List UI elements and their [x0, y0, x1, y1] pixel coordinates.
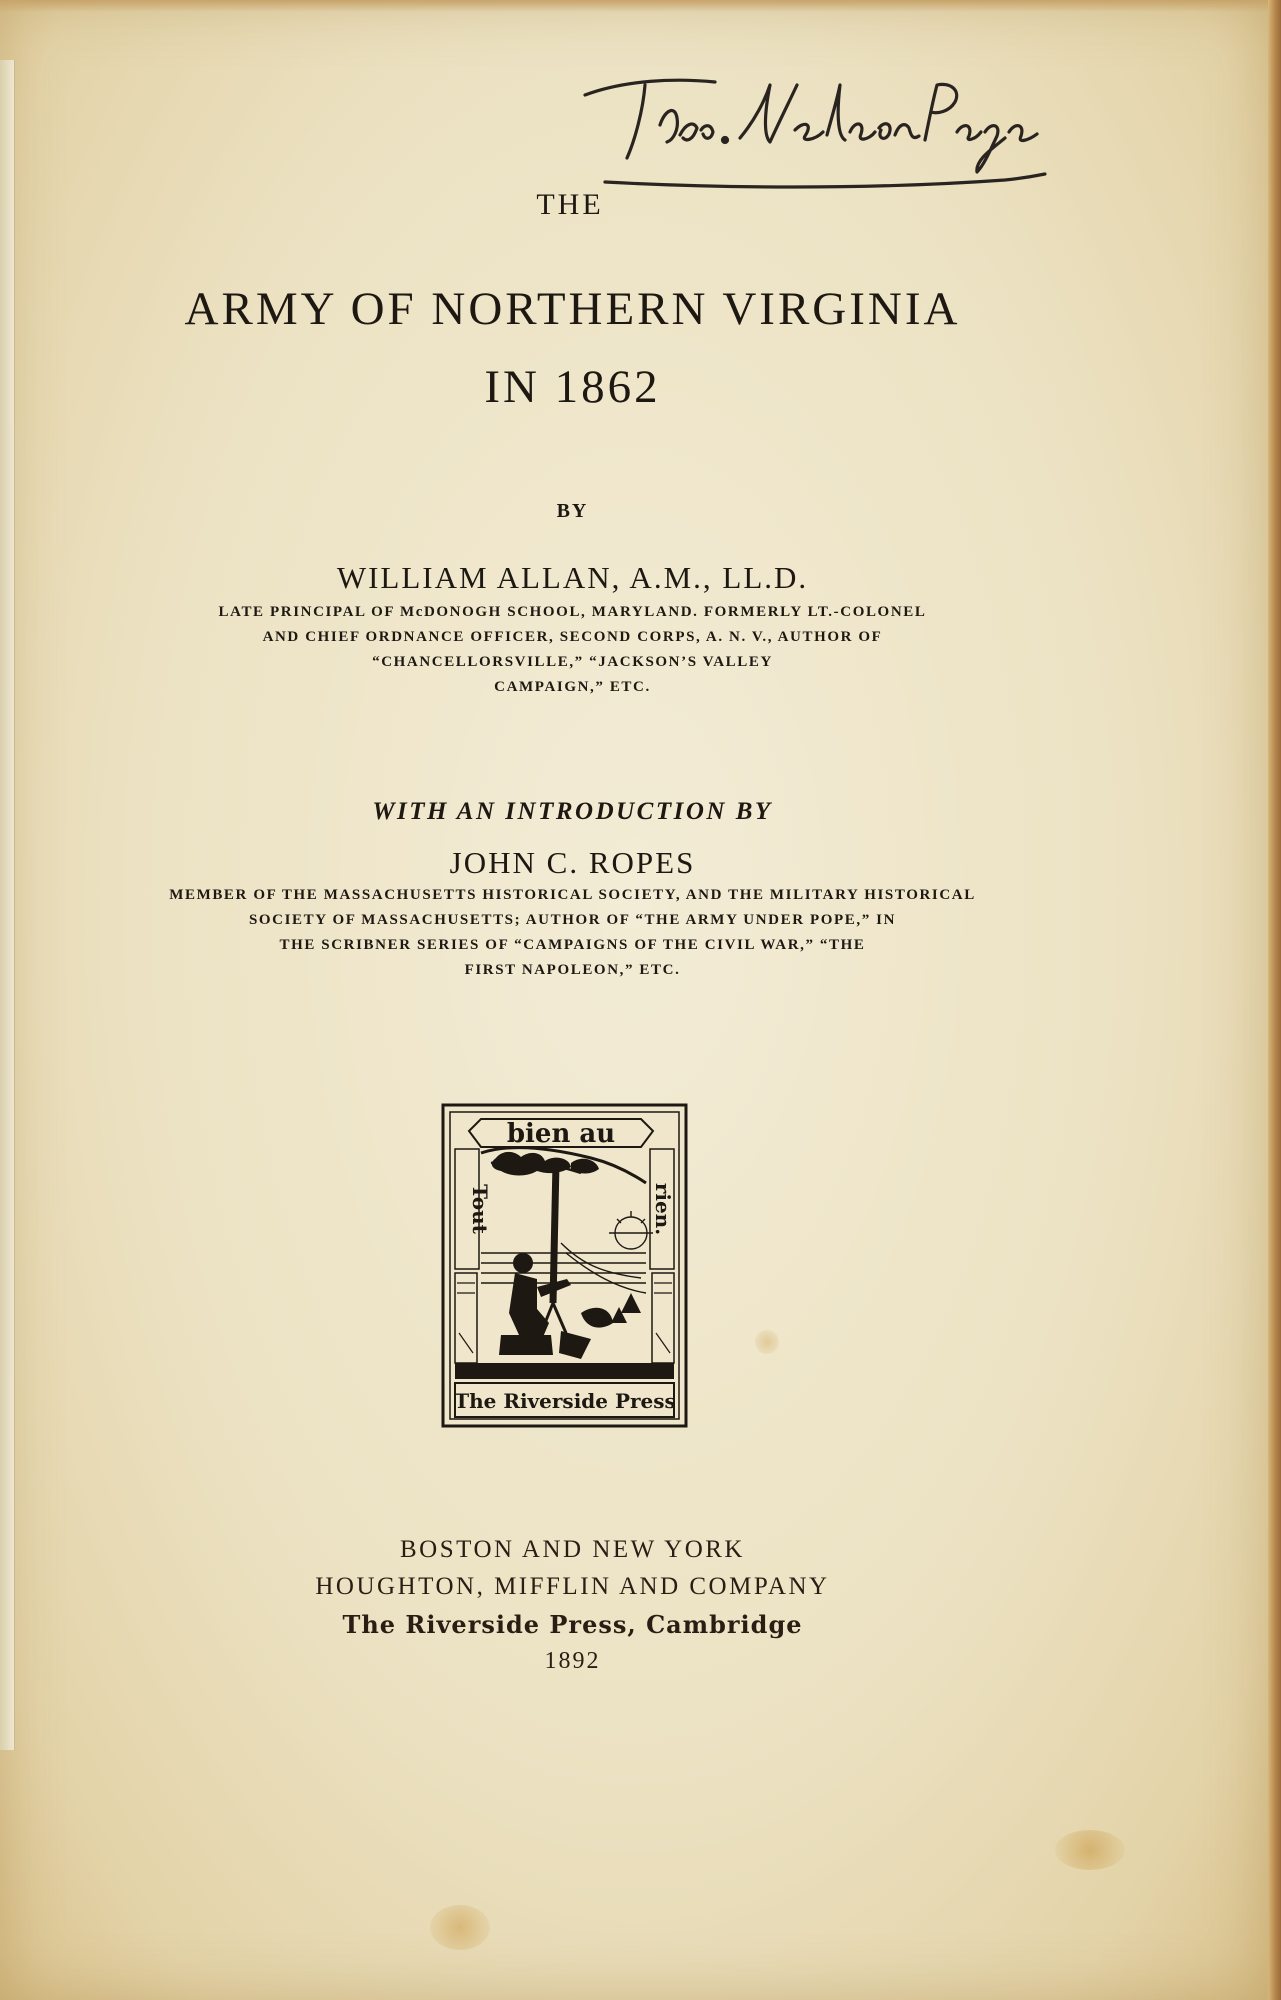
imprint-press: The Riverside Press, Cambridge [342, 1610, 803, 1639]
introducer-name: JOHN C. ROPES [449, 845, 696, 880]
author-description-line: LATE PRINCIPAL OF McDONOGH SCHOOL, MARYLAND. FORMERLY LT.-COLONEL [218, 604, 927, 620]
introducer-description-line: FIRST NAPOLEON,” ETC. [464, 962, 681, 978]
imprint-place: BOSTON AND NEW YORK [400, 1536, 745, 1563]
author-description-line: “CHANCELLORSVILLE,” “JACKSON’S VALLEY [372, 654, 773, 670]
book-title-line-1: ARMY OF NORTHERN VIRGINIA [184, 283, 961, 335]
handwritten-signature [565, 40, 1085, 200]
foxing-stain [755, 1330, 779, 1354]
author-description-line: AND CHIEF ORDNANCE OFFICER, SECOND CORPS, A. N. V., AUTHOR OF [262, 629, 883, 645]
foxing-stain [430, 1905, 490, 1950]
right-page-edge [1268, 0, 1281, 2000]
title-prefix: THE [536, 188, 604, 221]
foxing-stain [1055, 1830, 1125, 1870]
imprint-year: 1892 [544, 1648, 601, 1674]
introducer-description-line: MEMBER OF THE MASSACHUSETTS HISTORICAL SOCIETY, AND THE MILITARY HISTORICAL [169, 887, 976, 903]
emblem-left-text: Tout [468, 1184, 492, 1234]
by-label: BY [556, 500, 589, 522]
riverside-press-emblem [441, 1103, 688, 1428]
author-description-line: CAMPAIGN,” ETC. [494, 679, 651, 695]
imprint-publisher: HOUGHTON, MIFFLIN AND COMPANY [315, 1573, 830, 1600]
emblem-right-text: rien. [651, 1182, 675, 1236]
book-title-line-2: IN 1862 [484, 361, 661, 413]
emblem-footer-text: The Riverside Press [454, 1389, 676, 1413]
introducer-description-line: THE SCRIBNER SERIES OF “CAMPAIGNS OF THE CIVIL WAR,” “THE [279, 937, 866, 953]
page-top-edge [0, 0, 1268, 12]
emblem-banner-text: bien au [506, 1119, 616, 1149]
introducer-description-line: SOCIETY OF MASSACHUSETTS; AUTHOR OF “THE ARMY UNDER POPE,” IN [248, 912, 897, 928]
introduction-label: WITH AN INTRODUCTION BY [372, 798, 773, 825]
author-name: WILLIAM ALLAN, A.M., LL.D. [336, 560, 809, 595]
